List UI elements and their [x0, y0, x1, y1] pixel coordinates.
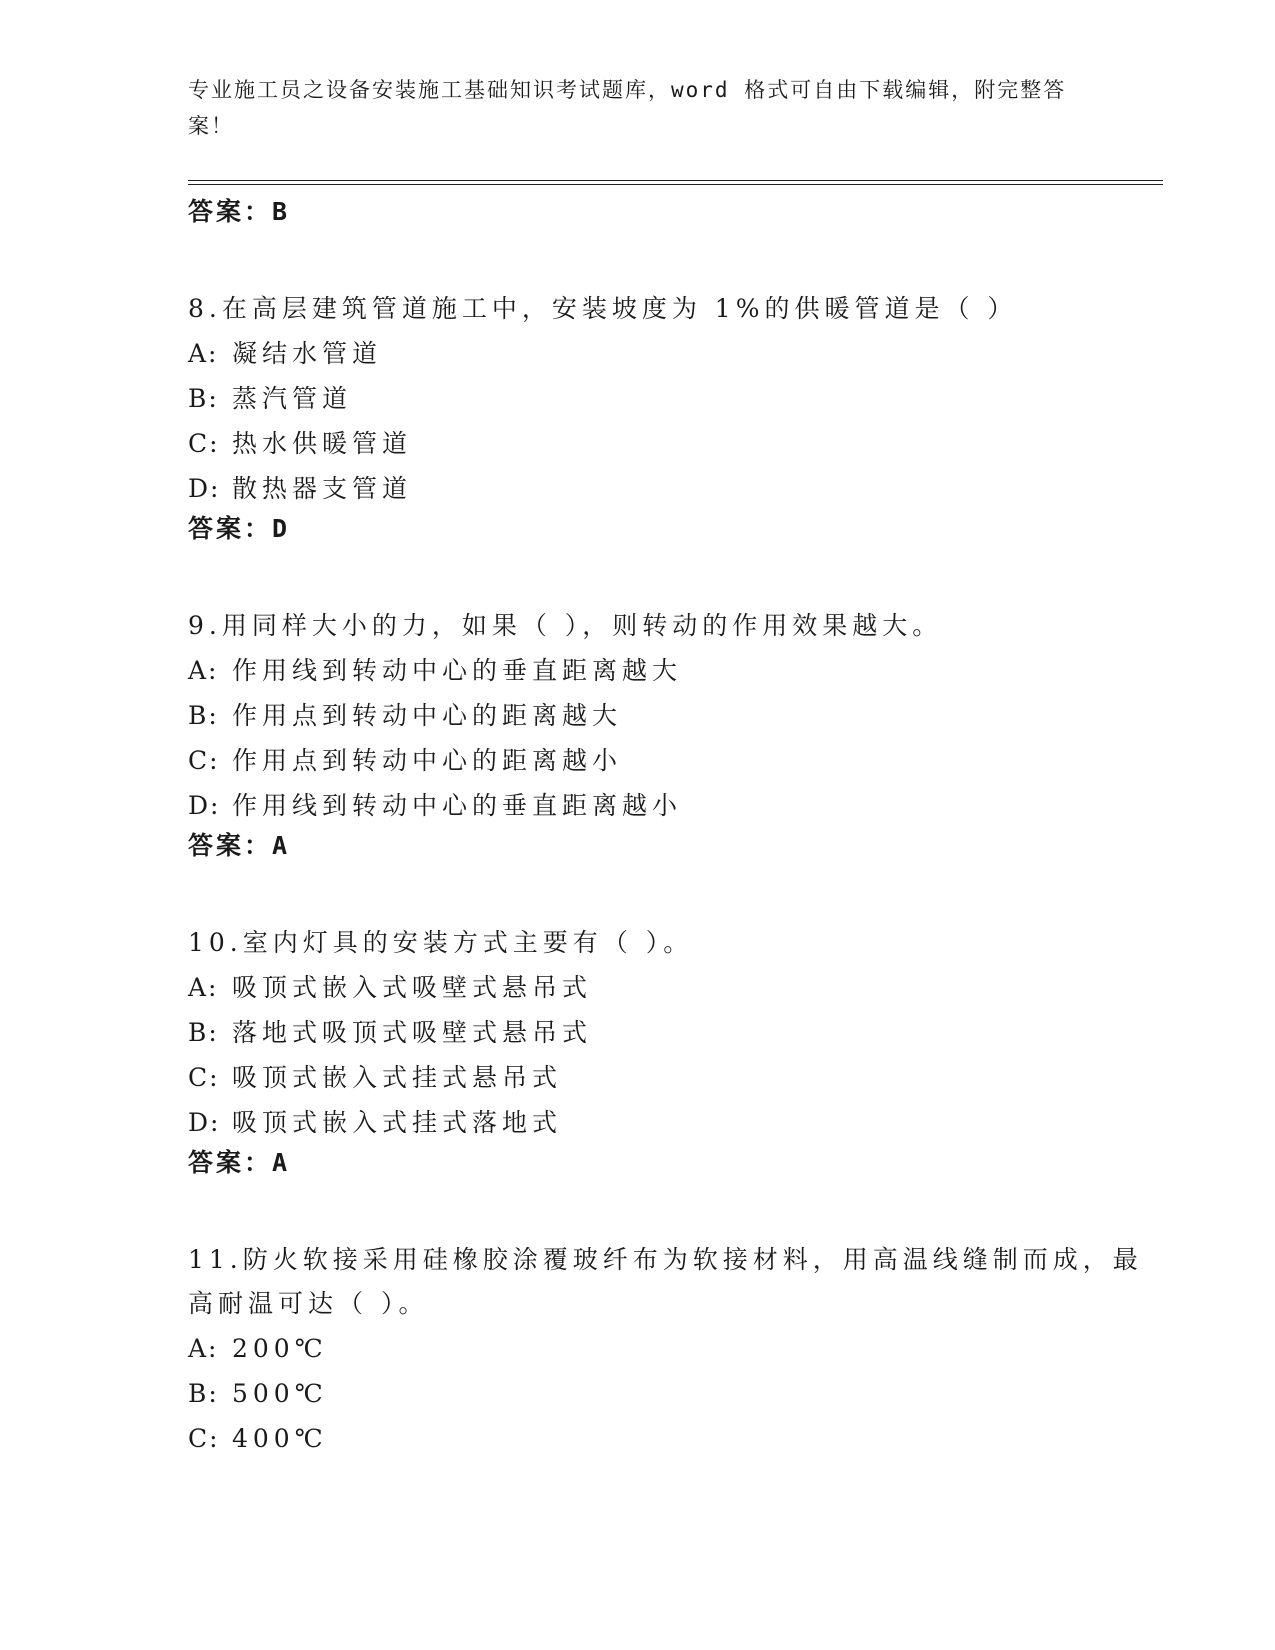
- option-d: [188, 1100, 1148, 1145]
- option-key: D:: [188, 474, 221, 503]
- answer-label: 答案：: [188, 831, 273, 860]
- option-c: [188, 738, 1148, 783]
- option-d: [188, 783, 1148, 828]
- question-block: [188, 921, 1148, 1181]
- option-key: D:: [188, 1108, 221, 1137]
- option-key: D:: [188, 791, 221, 820]
- option-b: [188, 376, 1148, 421]
- question-text: 10.室内灯具的安装方式主要有（ ）。: [188, 928, 694, 957]
- option-text: 蒸汽管道: [232, 384, 353, 413]
- answer-line: [188, 1145, 1148, 1181]
- answer-value: D: [272, 514, 289, 543]
- option-key: A:: [188, 973, 219, 1002]
- question-text: 8.在高层建筑管道施工中，安装坡度为 1%的供暖管道是（ ）: [188, 294, 1018, 323]
- question-list: [188, 190, 1148, 1461]
- option-key: C:: [188, 746, 220, 775]
- answer-value: B: [272, 197, 289, 226]
- page-header: 专业施工员之设备安装施工基础知识考试题库，word 格式可自由下载编辑，附完整答案！: [188, 78, 1067, 138]
- option-text: 作用线到转动中心的垂直距离越小: [232, 791, 683, 820]
- option-c: [188, 421, 1148, 466]
- option-key: B:: [188, 384, 219, 413]
- option-text: 500℃: [232, 1379, 328, 1408]
- question-block: [188, 604, 1148, 864]
- answer-line: [188, 511, 1148, 547]
- option-key: C:: [188, 1424, 220, 1453]
- answer-line: [188, 828, 1148, 864]
- option-key: B:: [188, 701, 219, 730]
- option-a: [188, 1326, 1148, 1371]
- option-b: [188, 1371, 1148, 1416]
- option-a: [188, 965, 1148, 1010]
- option-text: 200℃: [232, 1334, 328, 1363]
- option-text: 散热器支管道: [232, 474, 413, 503]
- option-key: C:: [188, 429, 220, 458]
- option-d: [188, 466, 1148, 511]
- option-text: 凝结水管道: [232, 339, 383, 368]
- answer-value: A: [272, 831, 289, 860]
- header-divider-bottom: [188, 184, 1163, 185]
- option-b: [188, 693, 1148, 738]
- option-text: 热水供暖管道: [232, 429, 413, 458]
- option-c: [188, 1055, 1148, 1100]
- option-text: 400℃: [232, 1424, 328, 1453]
- answer-label: 答案：: [188, 514, 273, 543]
- option-key: B:: [188, 1379, 219, 1408]
- option-text: 作用点到转动中心的距离越小: [232, 746, 623, 775]
- answer-label: 答案：: [188, 1148, 273, 1177]
- option-b: [188, 1010, 1148, 1055]
- option-a: [188, 331, 1148, 376]
- question-block: [188, 287, 1148, 547]
- option-text: 吸顶式嵌入式挂式悬吊式: [232, 1063, 563, 1092]
- option-key: B:: [188, 1018, 219, 1047]
- option-c: [188, 1416, 1148, 1461]
- option-text: 吸顶式嵌入式挂式落地式: [232, 1108, 563, 1137]
- option-text: 作用线到转动中心的垂直距离越大: [232, 656, 683, 685]
- answer-line: [188, 194, 1148, 230]
- answer-label: 答案：: [188, 197, 273, 226]
- question-text: 9.用同样大小的力，如果（ ），则转动的作用效果越大。: [188, 611, 943, 640]
- option-text: 吸顶式嵌入式吸壁式悬吊式: [232, 973, 593, 1002]
- option-a: [188, 648, 1148, 693]
- question-block: [188, 1238, 1148, 1461]
- option-key: A:: [188, 339, 219, 368]
- option-key: A:: [188, 1334, 219, 1363]
- answer-value: A: [272, 1148, 289, 1177]
- option-key: C:: [188, 1063, 220, 1092]
- option-key: A:: [188, 656, 219, 685]
- option-text: 作用点到转动中心的距离越大: [232, 701, 623, 730]
- option-text: 落地式吸顶式吸壁式悬吊式: [232, 1018, 593, 1047]
- question-text: 11.防火软接采用硅橡胶涂覆玻纤布为软接材料，用高温线缝制而成，最高耐温可达（ ）。: [188, 1245, 1143, 1318]
- header-divider-top: [188, 180, 1163, 181]
